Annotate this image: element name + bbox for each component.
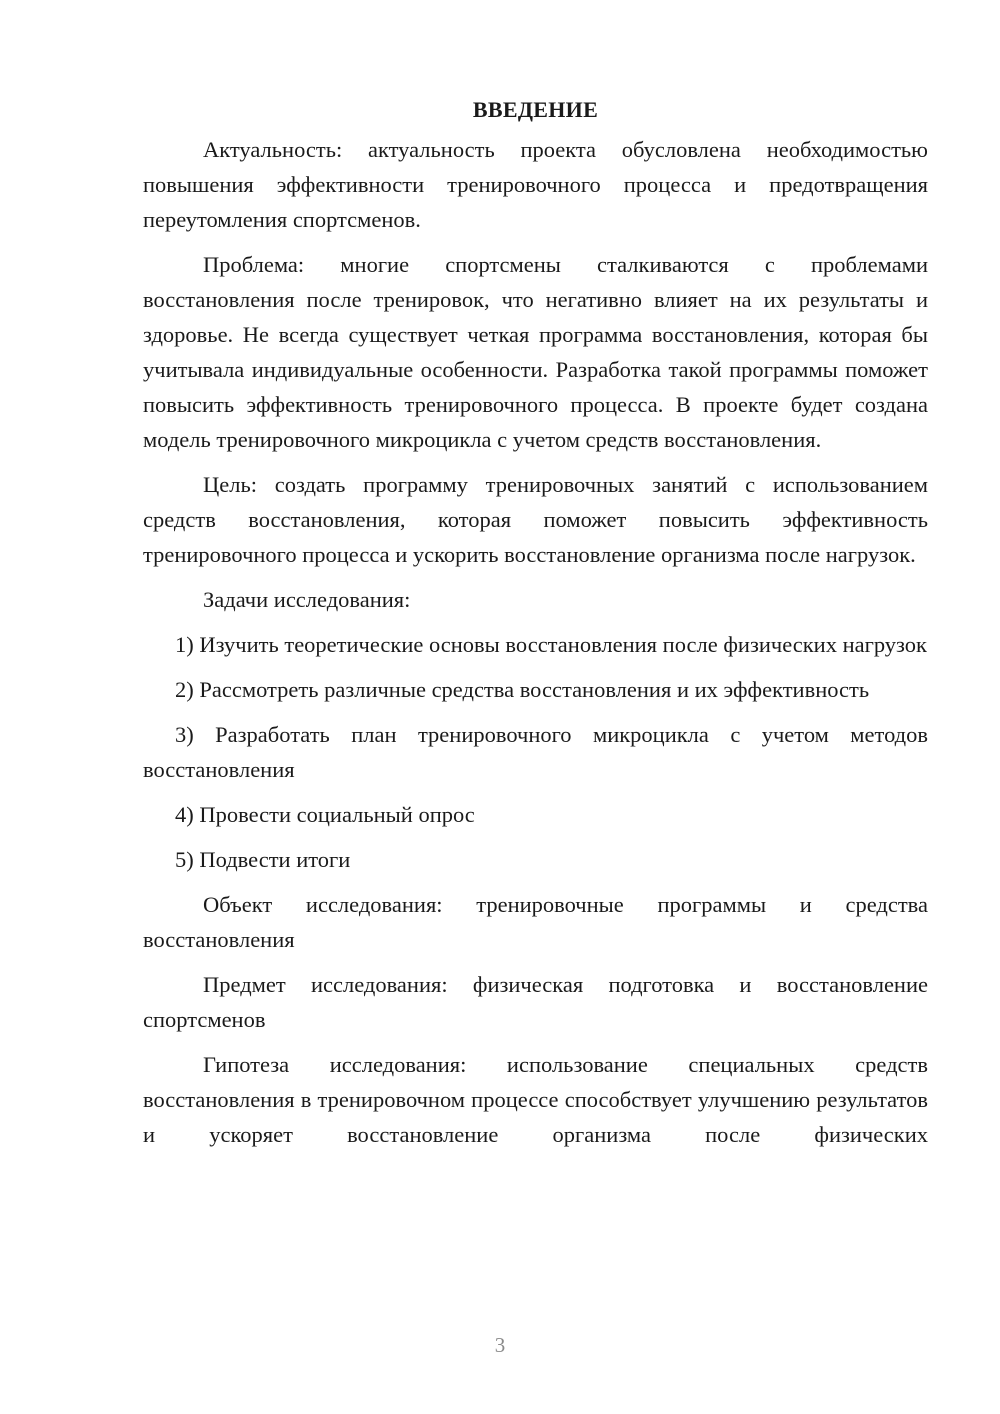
task-item-4: 4) Провести социальный опрос: [175, 802, 475, 827]
subject-paragraph: Предмет исследования: физическая подготовка и восстановление спортсменов: [143, 972, 928, 1032]
document-page: [143, 92, 928, 1162]
goal-paragraph: Цель: создать программу тренировочных занятий с использованием средств восстановления, которая поможет повысить эффективность тренировочного процесса и ускорить восстановление организма после нагрузок.: [143, 472, 928, 567]
page-number: 3: [494, 1333, 506, 1357]
task-item-1: 1) Изучить теоретические основы восстановления после физических нагрузок: [175, 632, 927, 657]
relevance-paragraph: Актуальность: актуальность проекта обусловлена необходимостью повышения эффективности тренировочного процесса и предотвращения переутомления спортсменов.: [143, 137, 928, 232]
task-item-2: 2) Рассмотреть различные средства восстановления и их эффективность: [175, 677, 870, 702]
task-item-5: 5) Подвести итоги: [175, 847, 351, 872]
object-paragraph: Объект исследования: тренировочные программы и средства восстановления: [143, 892, 928, 952]
problem-paragraph: Проблема: многие спортсмены сталкиваются с проблемами восстановления после тренировок, что негативно влияет на их результаты и здоровье. Не всегда существует четкая программа восстановления, которая бы учитывала индивидуальные особенности. Разработка такой программы поможет повысить эффективность тренировочного процесса. В проекте будет создана модель тренировочного микроцикла с учетом средств восстановления.: [143, 252, 928, 452]
task-item-3: 3) Разработать план тренировочного микроцикла с учетом методов восстановления: [143, 722, 928, 782]
section-heading: ВВЕДЕНИЕ: [472, 97, 599, 122]
tasks-heading: Задачи исследования:: [203, 587, 411, 612]
hypothesis-paragraph: Гипотеза исследования: использование специальных средств восстановления в тренировочном процессе способствует улучшению результатов и ускоряет восстановление организма после физических: [143, 1052, 928, 1147]
